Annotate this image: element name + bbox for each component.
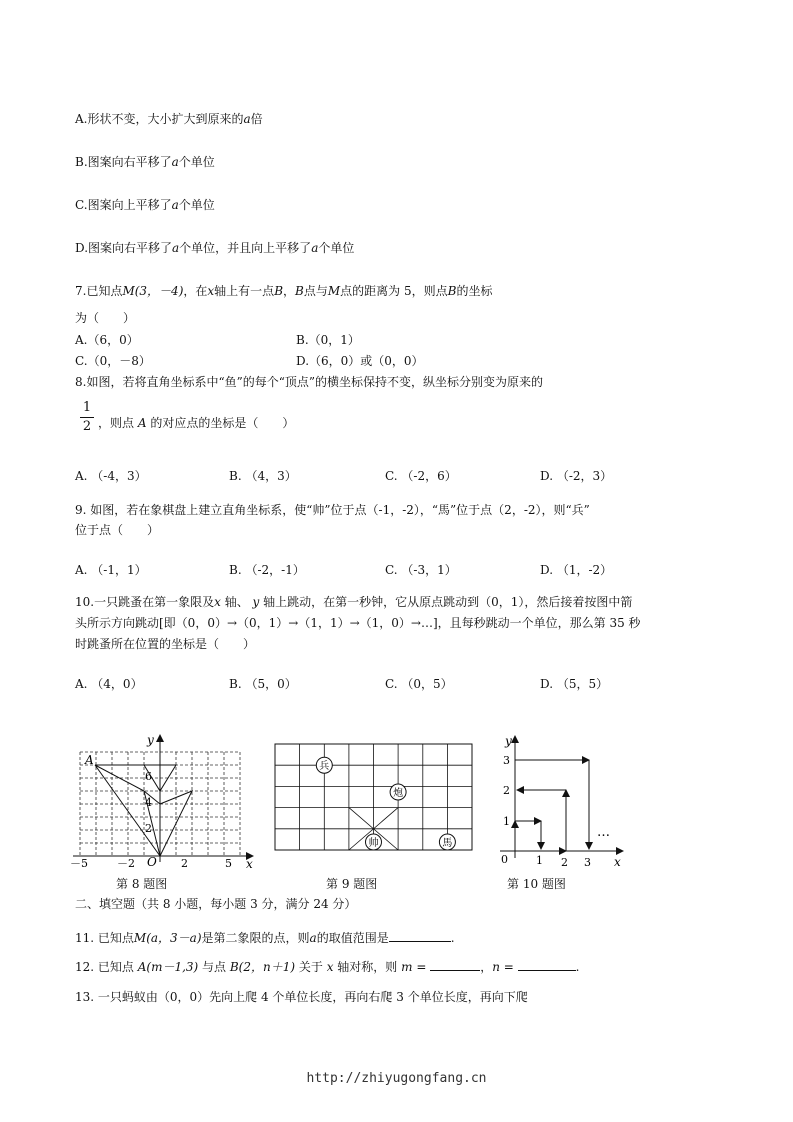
fig10-origin: 0 [501, 853, 508, 866]
q7-option-d: D.（6，0）或（0，0） [296, 354, 424, 368]
fig10-axis-y: y [505, 734, 512, 748]
q7-option-b: B.（0，1） [296, 333, 360, 347]
piece-shuai: 帅 [368, 838, 379, 849]
fig10-xtick-1: 1 [536, 854, 543, 867]
option-d-prev: D.图案向右平移了a个单位，并且向上平移了a个单位 [75, 241, 355, 255]
fig8-xtick-2: 2 [181, 857, 188, 870]
q10-option-c: C. （0，5） [385, 677, 453, 691]
q7-stem: 7.已知点M(3，－4)，在x轴上有一点B，B点与M点的距离为 5，则点B的坐标 [75, 284, 493, 298]
q10-option-d: D. （5，5） [540, 677, 609, 691]
q9-stem-line2: 位于点（ ） [75, 523, 160, 537]
q7-option-a: A.（6，0） [75, 333, 139, 347]
fig10-ytick-1: 1 [503, 815, 510, 828]
figure-10-flea-path [495, 730, 635, 870]
footer-url[interactable]: http://zhiyugongfang.cn [306, 1071, 487, 1086]
q9-stem: 9. 如图，若在象棋盘上建立直角坐标系，使“帅”位于点（-1，-2），“馬”位于点（2，-2），则“兵” [75, 503, 590, 517]
option-b-prev: B.图案向右平移了a个单位 [75, 155, 215, 169]
q9-option-b: B. （-2，-1） [229, 563, 305, 577]
q9-option-a: A. （-1，1） [75, 563, 147, 577]
q12-answer-blank-m[interactable] [430, 958, 480, 971]
q8-fraction: 1 2 [80, 400, 94, 435]
fig8-axis-y: y [147, 733, 154, 747]
fig8-ytick-2: 2 [145, 822, 152, 835]
fig10-axis-x: x [614, 855, 621, 869]
q13-stem: 13. 一只蚂蚁由（0，0）先向上爬 4 个单位长度，再向右爬 3 个单位长度，再向下爬 [75, 990, 528, 1004]
option-a-prev: A.形状不变，大小扩大到原来的a倍 [75, 112, 263, 126]
figure-9-chessboard [270, 740, 480, 860]
q11-answer-blank[interactable] [389, 929, 451, 942]
fig8-xtick-5: 5 [225, 857, 232, 870]
q7-stem-line2: 为（ ） [75, 311, 136, 325]
q10-stem-line2: 头所示方向跳动[即（0，0）→（0，1）→（1，1）→（1，0）→…]，且每秒跳动一个单位，那么第 35 秒 [75, 616, 641, 630]
fig8-axis-x: x [246, 857, 253, 870]
q8-stem: 8.如图，若将直角坐标系中“鱼”的每个“顶点”的横坐标保持不变，纵坐标分别变为原来的 [75, 375, 543, 389]
q8-option-d: D. （-2，3） [540, 469, 613, 483]
fig8-origin: O [147, 855, 157, 869]
fig8-xtick-neg5: －5 [70, 857, 88, 870]
fig10-xtick-3: 3 [584, 856, 591, 869]
q8-stem-line2: ，则点 A 的对应点的坐标是（ ） [98, 416, 295, 430]
piece-ma: 馬 [442, 838, 453, 849]
fig10-ytick-3: 3 [503, 754, 510, 767]
q8-option-b: B. （4，3） [229, 469, 297, 483]
q8-option-c: C. （-2，6） [385, 469, 457, 483]
q10-option-b: B. （5，0） [229, 677, 297, 691]
fig10-ellipsis: … [597, 825, 610, 840]
figure-8-fish-grid [65, 730, 265, 870]
figure-9-caption: 第 9 题图 [326, 877, 378, 891]
q11-stem: 11. 已知点M(a，3－a)是第二象限的点，则a的取值范围是 . [75, 931, 455, 945]
fig10-ytick-2: 2 [503, 784, 510, 797]
fig8-point-a: A [85, 753, 94, 767]
fig10-xtick-2: 2 [561, 856, 568, 869]
figure-10-caption: 第 10 题图 [507, 877, 566, 891]
piece-bing: 兵 [319, 761, 330, 772]
fig8-xtick-neg2: －2 [117, 857, 135, 870]
q9-option-d: D. （1，-2） [540, 563, 613, 577]
figure-8-caption: 第 8 题图 [116, 877, 168, 891]
q12-stem: 12. 已知点 A(m－1,3) 与点 B(2，n＋1) 关于 x 轴对称，则 m = ，n = . [75, 960, 580, 974]
q8-option-a: A. （-4，3） [75, 469, 147, 483]
q10-stem-line3: 时跳蚤所在位置的坐标是（ ） [75, 637, 256, 651]
q10-option-a: A. （4，0） [75, 677, 143, 691]
piece-pao: 炮 [393, 788, 404, 799]
fig8-ytick-6: 6 [145, 770, 152, 783]
q10-stem: 10.一只跳蚤在第一象限及x 轴、 y 轴上跳动，在第一秒钟，它从原点跳动到（0，1），然后接着按图中箭 [75, 595, 633, 609]
q9-option-c: C. （-3，1） [385, 563, 457, 577]
q12-answer-blank-n[interactable] [518, 958, 576, 971]
section-2-heading: 二、填空题（共 8 小题，每小题 3 分，满分 24 分） [75, 897, 357, 911]
q7-option-c: C.（0，－8） [75, 354, 151, 368]
option-c-prev: C.图案向上平移了a个单位 [75, 198, 215, 212]
fig8-ytick-4: 4 [145, 796, 152, 809]
